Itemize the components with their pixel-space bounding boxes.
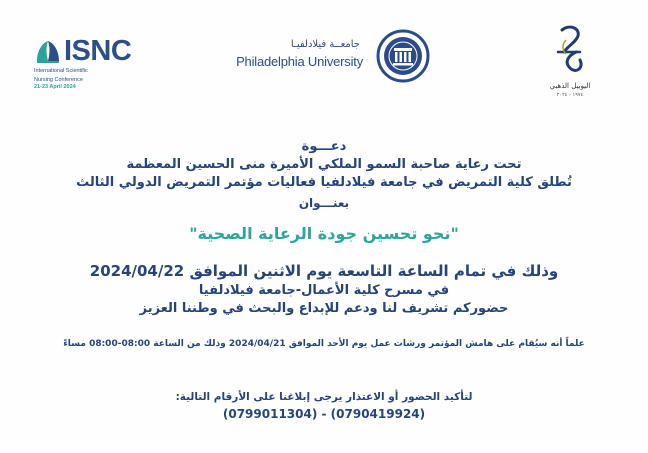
university-name-en: Philadelphia University — [236, 54, 363, 69]
venue-line: في مسرح كلية الأعمال-جامعة فيلادلفيا — [198, 283, 450, 298]
invitation-heading: دعـــوة — [301, 139, 347, 154]
isnc-name: ISNC — [64, 35, 132, 67]
isnc-subtitle-1: International Scientific — [34, 68, 88, 74]
anniversary-caption: اليوبيل الذهبي — [549, 82, 591, 90]
university-seal-icon — [376, 29, 430, 83]
patronage-line: تحت رعاية صاحبة السمو الملكي الأميرة منى الحسين المعظمة — [126, 157, 522, 172]
conference-title: "نحو تحسين جودة الرعاية الصحية" — [189, 224, 459, 243]
time-line: وذلك في تمام الساعة التاسعة يوم الاثنين الموافق 2024/04/22 — [89, 262, 559, 280]
isnc-dates: 21-23 April 2024 — [34, 84, 76, 90]
launch-line: تُطلق كلية التمريض في جامعة فيلادلفيا فعاليات مؤتمر التمريض الدولي الثالث — [76, 175, 572, 190]
title-intro: بعنـــوان — [298, 196, 350, 210]
isnc-subtitle-2: Nursing Conference — [34, 76, 83, 83]
university-name-ar: جامعــة فيلادلفيـا — [290, 39, 360, 50]
isnc-emblem-icon — [34, 37, 62, 65]
isnc-logo — [34, 36, 154, 90]
workshops-note: علماً أنه سيُقام على هامش المؤتمر ورشات عمل يوم الأحد الموافق 2024/04/21 وذلك من الساعة 08:00-08:00 مساءً — [63, 339, 585, 349]
university-logo — [215, 30, 430, 78]
anniversary-years: ١٩٧٤ - ٢٠٢٤ — [556, 92, 584, 98]
rsvp-line: لتأكيد الحضور أو الاعتذار يرجى إبلاغنا على الأرقام التالية: — [175, 391, 473, 403]
closing-line: حضوركم تشريف لنا ودعم للإبداع والبحث في وطننا العزيز — [139, 301, 509, 316]
anniversary-logo — [540, 22, 600, 102]
phone-numbers: (0790419924) - (0799011304) — [222, 407, 426, 421]
isnc-mark — [34, 36, 154, 66]
golden-jubilee-50-icon — [540, 22, 600, 82]
